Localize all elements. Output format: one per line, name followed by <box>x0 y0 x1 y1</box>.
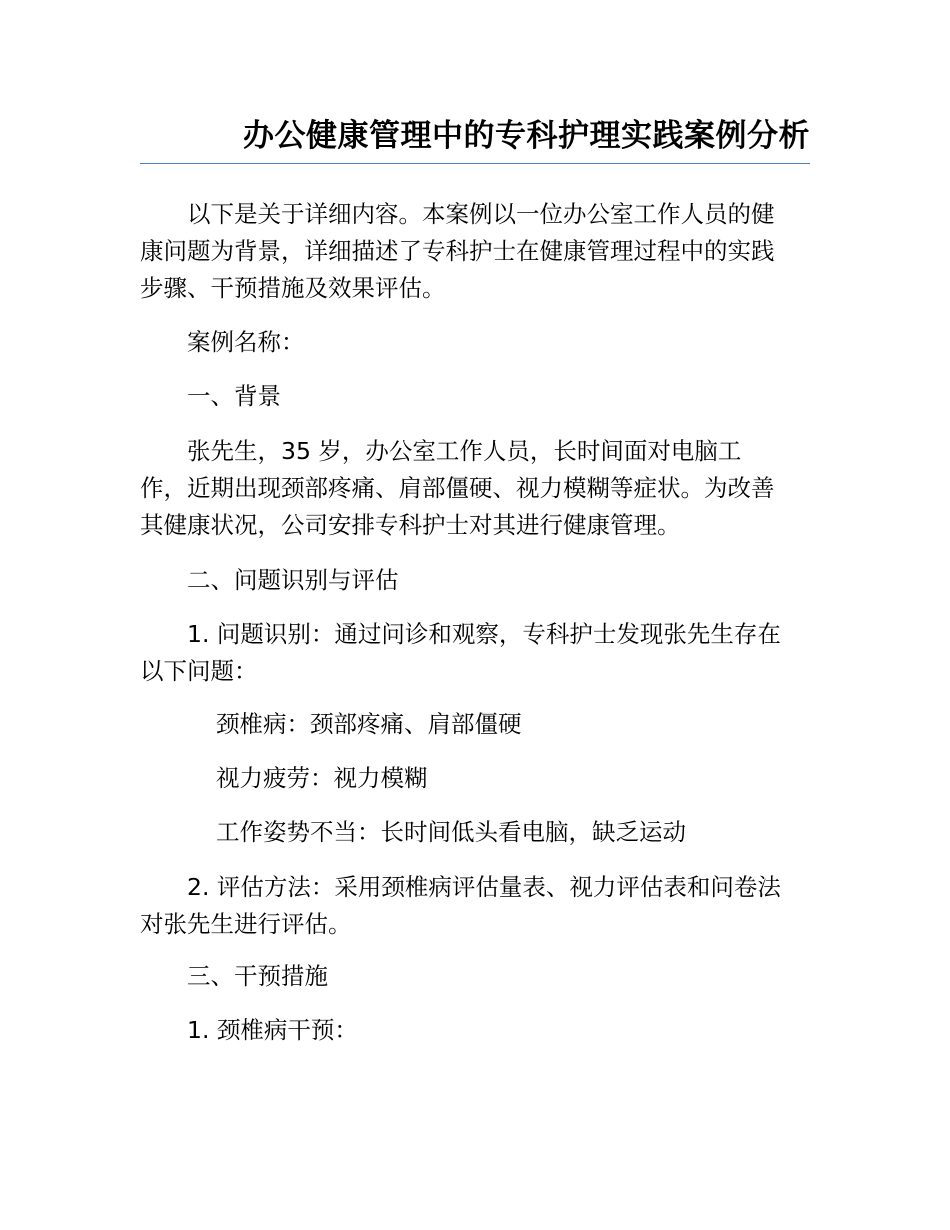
problem-item-paragraph <box>140 706 810 743</box>
intro-line-3: 步骤、干预措施及效果评估。 <box>140 274 446 302</box>
intro-paragraph <box>140 196 810 307</box>
background-line-1: 张先生，35 岁，办公室工作人员，长时间面对电脑工 <box>187 437 742 465</box>
section-1-heading-paragraph <box>140 378 810 415</box>
intro-line-2: 康问题为背景，详细描述了专科护士在健康管理过程中的实践 <box>140 237 775 265</box>
section-2-heading-paragraph <box>140 562 810 599</box>
problem-identification-line-1: 1. 问题识别：通过问诊和观察，专科护士发现张先生存在 <box>187 620 781 648</box>
problem-item: 视力疲劳：视力模糊 <box>216 764 428 792</box>
problem-item: 工作姿势不当：长时间低头看电脑，缺乏运动 <box>216 818 686 846</box>
case-name-paragraph <box>140 324 810 361</box>
background-line-3: 其健康状况，公司安排专科护士对其进行健康管理。 <box>140 511 681 539</box>
case-name-label: 案例名称： <box>187 328 305 356</box>
section-3-heading-paragraph <box>140 958 810 995</box>
assessment-method-line-2: 对张先生进行评估。 <box>140 910 352 938</box>
problem-identification-line-2: 以下问题： <box>140 657 258 685</box>
section-2-heading: 二、问题识别与评估 <box>187 566 399 594</box>
problem-item: 颈椎病：颈部疼痛、肩部僵硬 <box>216 710 522 738</box>
section-1-heading: 一、背景 <box>187 382 281 410</box>
problem-identification-paragraph <box>140 616 810 690</box>
background-paragraph <box>140 433 810 544</box>
background-line-2: 作，近期出现颈部疼痛、肩部僵硬、视力模糊等症状。为改善 <box>140 474 775 502</box>
problem-item-paragraph <box>140 760 810 797</box>
section-3-heading: 三、干预措施 <box>187 962 328 990</box>
problem-item-paragraph <box>140 814 810 851</box>
intervention-item-paragraph <box>140 1012 810 1049</box>
document-title: 办公健康管理中的专科护理实践案例分析 <box>243 118 810 154</box>
cervical-intervention-heading: 1. 颈椎病干预： <box>187 1016 358 1044</box>
assessment-method-paragraph <box>140 869 810 943</box>
intro-line-1: 以下是关于详细内容。本案例以一位办公室工作人员的健 <box>187 200 775 228</box>
assessment-method-line-1: 2. 评估方法：采用颈椎病评估量表、视力评估表和问卷法 <box>187 873 781 901</box>
title-underline <box>140 163 810 164</box>
